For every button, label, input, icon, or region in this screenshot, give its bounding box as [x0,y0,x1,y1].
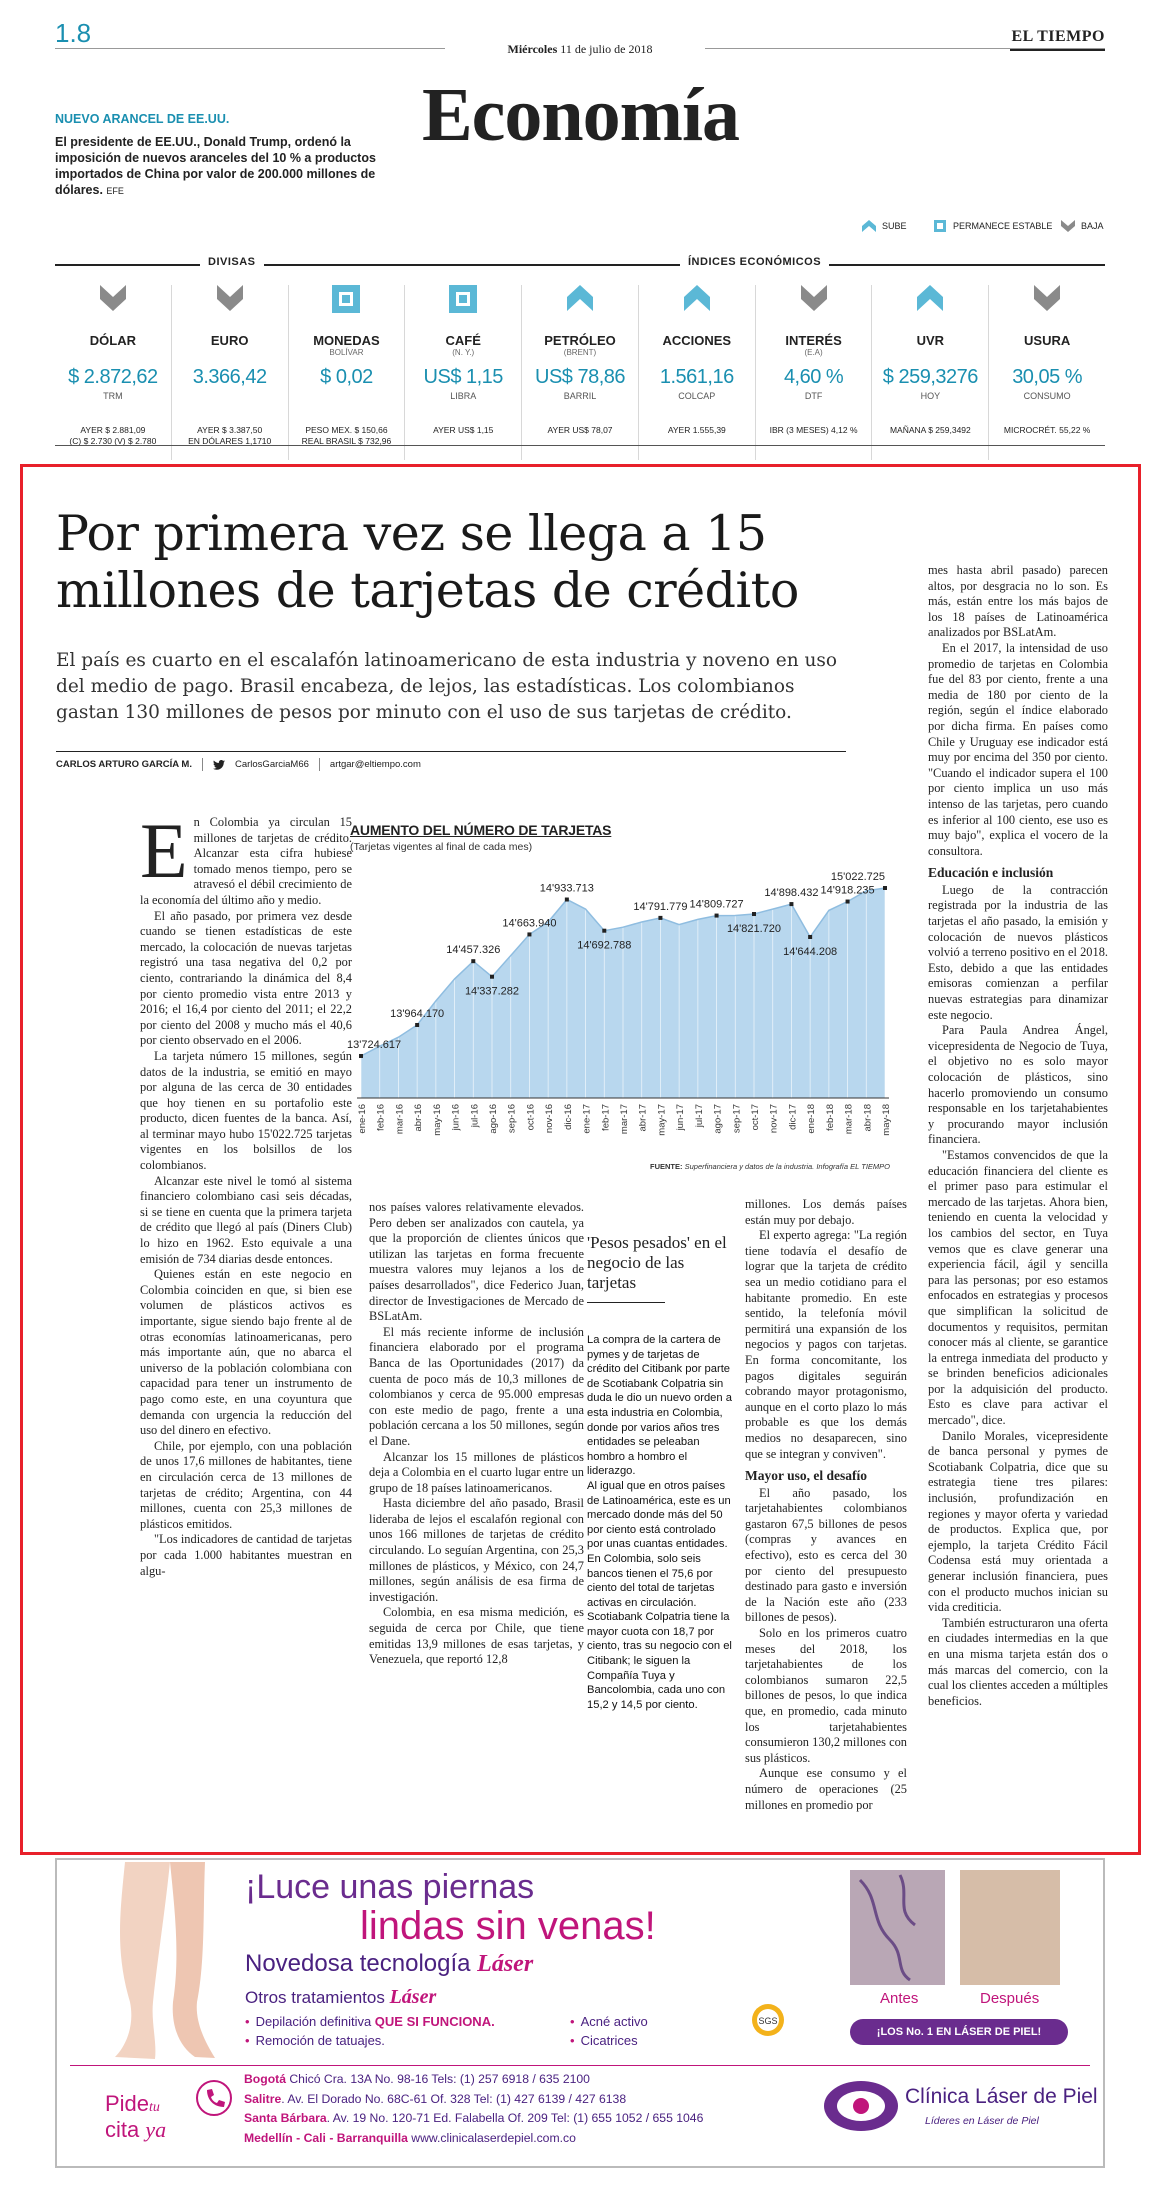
indicator-footnote [172,425,288,447]
indicator-value: US$ 78,86 [535,366,626,388]
chart-x-tick-label: ago-16 [488,1104,499,1134]
chart-x-tick-label: feb-17 [600,1104,612,1131]
brief-body: El presidente de EE.UU., Donald Trump, ordenó la imposición de nuevos aranceles del 10 % a productos importados de China por valor de 200.000 millones de dólares. [55,135,376,197]
stable-square-icon [332,285,360,313]
chart-data-label: 14'809.727 [689,898,744,911]
chart-x-tick-label: nov-17 [768,1104,780,1134]
byline-separator [202,758,203,771]
indices-heading: ÍNDICES ECONÓMICOS [680,256,829,268]
article-paragraph: Solo en los primeros cuatro meses del 2018, los tarjetahabientes de los colombianos sumaron 22,5 billones de pesos, lo que indica que, en promedio, cada minuto los tarjetahabientes consumieron 130,2 millones con sus plásticos. [745,1626,907,1765]
indicator-value: 3.366,42 [192,366,267,388]
indicator-footnote [756,425,872,436]
indicator-foot-1: PESO MEX. $ 150,66 [305,425,388,435]
indicator-name: EURO [210,333,249,348]
column-5-bottom [928,883,1108,1709]
indicator-unit: BARRIL [563,391,597,401]
indicator-footnote [405,425,521,436]
chart-data-point [846,900,850,904]
legend-down [1061,220,1104,232]
sidebar-paragraph: La compra de la cartera de pymes y de tarjetas de crédito del Citibank por parte de Scotiabank Colpatria sin duda le dio un nuevo orden a esta industria en Colombia, donde por varios años tres entidades se peleaban hombro a hombro el liderazgo. [587,1334,732,1478]
article-column-1 [140,807,352,1579]
indicator-footnote [872,425,988,436]
article-paragraph: "Estamos convencidos de que la educación financiera del cliente es el primer paso para estimular el mercado de las tarjetas. Ahora bien, teniendo en cuenta la velocidad y los cambios del sector, en Tuya vemos que es clave generar una experiencia fácil, ágil y sencilla para las personas; por eso estamos enfocados en estrategias y procesos que simplifican la solicitud de documentos y requisitos, permitan conocer más al cliente, se garantice la entrega inmediata del producto y se brinden beneficios adicionales por la adquisición del producto. Esto es clave para activar el mercado", dice. [928,1147,1108,1428]
chart-data-point [808,935,812,939]
chart-x-tick-label: ene-17 [581,1104,593,1134]
article-paragraph: También estructuraron una oferta en ciudades intermedias en la que en una misma tarjeta están dos o más marcas del comercio, con la cual los clientes acceden a múltiples beneficios. [928,1615,1108,1708]
masthead-rule [1010,49,1105,51]
indicator-unit: CONSUMO [1023,391,1071,401]
clinic-slogan: Líderes en Láser de Piel [925,2115,1039,2127]
indicator-uvr [871,285,988,460]
article-paragraph: "Los indicadores de cantidad de tarjetas por cada 1.000 habitantes muestran en algu- [140,1532,352,1578]
indicator-name: ACCIONES [662,333,732,348]
indicator-foot-1: AYER US$ 1,15 [433,425,494,435]
article-paragraph: Chile, por ejemplo, con una población de unos 17,6 millones de habitantes, tiene en circulación cerca de 13 millones de tarjetas de crédito; Argentina, con 44 millones, cuenta con 25,3 millones de plásticos emitidos. [140,1438,352,1531]
chart-x-tick-label: mar-17 [619,1104,630,1135]
article-paragraph: El año pasado, por primera vez desde cuando se tienen estadísticas de este mercado, la colocación de nuevas tarjetas registró una tasa negativa del 0,2 por ciento, contrariando la dinámica del 8,4 por ciento promedio vista entre 2013 y 2016; el 16,4 por ciento del 2011; el 22,2 por ciento del 2008 y mucho más el 40,6 por ciento observado en el 2006. [140,908,352,1048]
indicator-unit: HOY [920,391,941,401]
chart-data-point [715,914,719,918]
up-arrow-icon [567,285,593,315]
pide-word: Pide [105,2091,150,2116]
indicator-petróleo [521,285,638,460]
indicator-foot-2: (C) $ 2.730 (V) $ 2.780 [69,436,157,446]
legend-down-label: BAJA [1081,221,1104,231]
sgs-seal-text: SGS [758,2016,778,2026]
indicator-sub [55,348,171,358]
chart-subtitle: (Tarjetas vigentes al final de cada mes) [350,841,533,853]
chart-x-tick-label: dic-16 [562,1104,574,1130]
chart-data-point [415,1023,419,1027]
indicator-value: 4,60 % [783,366,844,388]
article-paragraph: Para Paula Andrea Ángel, vicepresidenta de Negocio de Tuya, el objetivo no es solo mayor colocación de plásticos, sino hacerlo promoviendo un consumo responsable en los tarjetahabientes y procurando mayor inclusión financiera. [928,1023,1108,1147]
clinic-website: www.clinicalaserdepiel.com.co [407,2130,576,2145]
indicator-monedas [288,285,405,460]
indicator-café [404,285,521,460]
chart-data-point [490,975,494,979]
ad-bullet-depilacion-text: Depilación definitiva [255,2014,375,2029]
chart-x-tick-label: oct-17 [750,1104,761,1131]
indicator-foot-1: MICROCRÉT. 55,22 % [1003,425,1091,435]
author-email: artgar@eltiempo.com [329,759,421,770]
sidebar-rule [587,1302,665,1303]
ad-bullet-cicatrices: • Cicatrices [570,2033,638,2048]
section-title: Economía [421,73,740,157]
stable-square-icon [933,220,947,232]
address-other-cities [244,2129,703,2149]
legend-stable [933,220,1052,232]
chart-source-label: FUENTE: [650,1162,683,1171]
indicator-name: DÓLAR [89,333,136,348]
indicator-foot-1: IBR (3 MESES) 4,12 % [769,425,858,435]
ad-headline-2: lindas sin venas! [360,1904,656,1948]
before-label: Antes [880,1990,919,2007]
address-santa-barbara-city: Santa Bárbara [244,2111,327,2125]
up-arrow-icon [862,220,876,232]
indicator-value: $ 2.872,62 [68,366,158,388]
chart-source [650,1162,890,1171]
indicator-unit: COLCAP [678,391,716,401]
sidebar-paragraph: Al igual que en otros países de Latinoamérica, este es un mercado donde más del 50 por ciento está controlado por unas cuantas entidades. [587,1479,731,1551]
ad-treatments-text: Otros tratamientos [245,1988,390,2007]
address-santa-barbara [244,2109,703,2129]
indicator-foot-1: MAÑANA $ 259,3492 [889,425,971,435]
indicator-value: $ 259,3276 [882,366,978,388]
chart-data-point [752,912,756,916]
indicator-footnote [639,425,755,436]
article-paragraph: Alcanzar este nivel le tomó al sistema financiero colombiano casi seis décadas, si se tiene en cuenta que la primera tarjeta de crédito que llegó al país (Diners Club) lo hizo en 1962. Esto equivale a una emisión de 734 diarias desde entonces. [140,1173,352,1266]
down-arrow-icon [217,285,243,315]
legend-up-label: SUBE [882,221,907,231]
chart-data-label: 14'644.208 [783,945,838,958]
before-photo [850,1870,945,1985]
chart-data-label: 14'918.235 [820,884,875,897]
chart-data-label: 14'791.779 [633,900,688,913]
legs-illustration-icon [95,1862,225,2062]
ya-word: ya [145,2117,167,2142]
trend-indicator [756,285,872,333]
address-santa-barbara-text: . Av. 19 No. 120-71 Ed. Falabella Of. 209 Tel: (1) 655 1052 / 655 1046 [326,2111,704,2125]
trend-indicator [55,285,171,333]
column-4-subhead: Mayor uso, el desafío [745,1468,867,1484]
indicator-sub: (BRENT) [563,348,597,357]
chart-data-label: 14'821.720 [726,923,782,936]
ad-bullet-acne: • Acné activo [570,2014,648,2029]
ad-headline-1: ¡Luce unas piernas [245,1868,535,1906]
indicator-footnote [522,425,638,436]
chart-x-tick-label: jul-16 [469,1104,481,1128]
indicator-foot-2: REAL BRASIL $ 732,96 [301,436,392,446]
sgs-seal-icon [748,2002,788,2044]
ad-appointment-call [105,2093,166,2141]
chart-data-point [789,902,793,906]
indicator-sub: BOLÍVAR [329,348,364,357]
divisas-heading: DIVISAS [200,256,264,268]
chart-data-label: 14'457.326 [446,944,501,957]
column-4-bottom [745,1486,907,1813]
sidebar-text [587,1333,732,1712]
indicator-sub [872,348,988,358]
address-bogota-city: Bogotá [244,2072,286,2086]
chart-x-tick-label: may-16 [431,1104,443,1136]
ad-treatments-line [245,1986,436,2009]
tu-word: tu [149,2100,160,2115]
indicator-value: 1.561,16 [659,366,734,388]
address-salitre [244,2090,703,2110]
chart-data-point [883,886,887,890]
chart-x-tick-label: dic-17 [787,1104,799,1130]
chart-data-label: 13'964.170 [390,1007,445,1020]
trend-indicator [522,285,638,333]
chart-data-point [602,929,606,933]
down-arrow-icon [1061,220,1075,232]
chart-x-tick-label: abr-16 [413,1104,425,1132]
down-arrow-icon [100,285,126,315]
byline [56,751,846,773]
after-label: Después [980,1990,1040,2007]
ad-bullet-depilacion-emph: QUE SI FUNCIONA. [374,2014,495,2029]
indicator-value: US$ 1,15 [423,366,503,388]
indicator-foot-1: AYER $ 2.881,09 [80,425,146,435]
ad-addresses [244,2070,703,2148]
column-4-top [745,1197,907,1462]
chart-data-label: 13'724.617 [347,1038,402,1051]
brief-credit: EFE [106,186,124,196]
column-1-body [140,807,352,1579]
indicator-value: $ 0,02 [320,366,373,388]
article-paragraph: millones. Los demás países están muy por debajo. [745,1197,907,1227]
header-date [460,42,700,57]
ad-tech-laser: Láser [477,1951,534,1977]
chart-data-label: 14'337.282 [464,985,520,998]
article-paragraph: El experto agrega: "La región tiene todavía el desafío de lograr que la tarjeta de crédito sea un medio cotidiano para el habitante promedio. En este sentido, la telefonía móvil permitirá una expansión de los negocios y pagos con tarjetas. En forma concomitante, los pagos digitales seguirán cobrando mayor protagonismo, aunque en el corto plazo lo más probable es que los demás medios no desaparecen, sino que se integran y conviven". [745,1228,907,1461]
down-arrow-icon [1034,285,1060,315]
indicator-acciones [638,285,755,460]
article-paragraph: Aunque ese consumo y el número de operaciones (25 millones en promedio por [745,1766,907,1812]
card-growth-chart [345,818,900,1178]
sidebar-paragraph: En Colombia, solo seis bancos tienen el 75,6 por ciento del total de tarjetas activas en circulación. Scotiabank Colpatria tiene la mayor cuota con 18,7 por ciento, tras su negocio con el Citibank; le siguen la Compañía Tuya y Bancolombia, cada uno con 15,2 y 14,5 por ciento. [587,1552,732,1711]
indicator-unit: LIBRA [450,391,477,401]
chart-x-tick-label: sep-16 [506,1104,518,1134]
legend-stable-label: PERMANECE ESTABLE [953,221,1053,231]
article-paragraph: En el 2017, la intensidad de uso promedio de tarjetas en Colombia fue del 83 por ciento, frente a una media de 180 por ciento de la región, según el índice elaborado por dicha firma. En países como Chile y Uruguay ese indicador está muy por encima del 350 por ciento. "Cuando el indicador supera el 100 por ciento implica un uso más intenso de las tarjetas, pero cuando es inferior al 100 ciento, ese uso es muy bajo", explica el vocero de la consultora. [928,640,1108,858]
indicator-foot-1: AYER US$ 78,07 [547,425,613,435]
ad-badge: ¡LOS No. 1 EN LÁSER DE PIEL! [850,2019,1068,2045]
after-photo [960,1870,1060,1985]
twitter-handle: CarlosGarciaM66 [234,759,309,770]
twitter-icon [213,760,225,770]
trend-indicator [989,285,1105,333]
chart-x-tick-label: jul-17 [693,1104,705,1128]
article-paragraph: La tarjeta número 15 millones, según datos de la industria, se emitió en mayo por alguna de las cerca de 30 entidades que hoy tienen en su portafolio este producto, dicen fuentes de la banca. Así, al terminar mayo hubo 15'022.725 tarjetas vigentes en los bolsillos de los colombianos. [140,1048,352,1173]
up-arrow-icon [917,285,943,315]
indicator-sub: (N. Y.) [452,348,475,357]
chart-x-tick-label: mar-16 [394,1104,406,1135]
chart-data-point [527,932,531,936]
article-column-4 [745,1197,907,1813]
clinic-name: Clínica Láser de Piel [905,2085,1098,2108]
chart-data-point [565,898,569,902]
indicator-name: PETRÓLEO [544,333,616,348]
page-number: 1.8 [55,18,92,48]
indicators-bottom-rule [55,445,1105,446]
chart-x-tick-label: abr-18 [862,1104,874,1132]
indicator-sub [172,348,288,358]
chart-x-tick-label: abr-17 [637,1104,649,1132]
address-salitre-text: . Av. El Dorado No. 68C-61 Of. 328 Tel: (1) 427 6139 / 427 6138 [281,2091,627,2106]
brief-text [55,134,385,199]
address-salitre-city: Salitre [244,2091,282,2106]
chart-data-label: 14'933.713 [539,882,594,895]
chart-x-tick-label: may-17 [656,1104,668,1136]
indicator-name: USURA [1024,333,1071,348]
ad-tech-line [245,1950,533,1978]
other-cities: Medellín - Cali - Barranquilla [244,2130,408,2145]
sidebar-title: 'Pesos pesados' en el negocio de las tarjetas [587,1233,727,1292]
article-paragraph: Luego de la contracción registrada por la industria de las tarjetas el año pasado, la emisión y colocación de nuevos plásticos volvió a terreno positivo en el 2018. Esto, debido a que las entidades emisoras comienzan a perfilar nuevas estrategias para dinamizar este negocio. [928,882,1108,1022]
indicator-footnote [55,425,171,447]
chart-data-label: 15'022.725 [830,871,885,884]
chart-source-text: Superfinanciera y datos de la industria. Infografía EL TIEMPO [684,1162,890,1171]
chart-x-tick-label: ene-16 [357,1104,368,1134]
chart-data-point [471,959,475,963]
trend-indicator [172,285,288,333]
indicator-footnote [289,425,405,447]
indicator-name: INTERÉS [785,333,842,348]
date-rest: 11 de julio de 2018 [560,42,653,56]
article-paragraph: mes hasta abril pasado) parecen altos, por desgracia no lo son. Es más, están entre los más bajos de los 18 países de Latinoamérica analizados por BSLatAm. [928,563,1108,640]
date-day: Miércoles [507,42,558,56]
chart-x-tick-label: jun-17 [675,1104,687,1131]
trend-indicator [405,285,521,333]
indicator-name: MONEDAS [313,333,380,348]
clinic-logo-icon [822,2078,900,2133]
stable-square-icon [449,285,477,313]
article-headline: Por primera vez se llega a 15 millones de tarjetas de crédito [56,505,799,619]
indicator-unit: TRM [103,391,123,401]
chart-data-point [658,916,662,920]
address-bogota [244,2070,703,2090]
masthead: EL TIEMPO [1011,28,1105,45]
trend-indicator [639,285,755,333]
indicator-name: UVR [916,333,945,348]
article-paragraph: Danilo Morales, vicepresidente de banca personal y pymes de Scotiabank Colpatria, dice que su estrategia tiene tres pilares: inclusión, profundización en regiones y mayor oferta y variedad de productos. Explica que, por ejemplo, la tarjeta Crédito Fácil Codensa está muy orientada a generar inclusión financiera, pues con el producto muchos inician su vida crediticia. [928,1428,1108,1615]
article-lead: El país es cuarto en el escalafón latinoamericano de esta industria y noveno en uso del medio de pago. Brasil encabeza, de lejos, las estadísticas. Los colombianos gastan 130 millones de pesos por minuto con el uso de sus tarjetas de crédito. [56,650,838,723]
ad-treatments-laser: Láser [389,1986,437,2008]
indicator-foot-2: EN DÓLARES 1,1710 [188,436,272,446]
trend-indicator [289,285,405,333]
indicator-unit: DTF [804,391,823,401]
chart-x-tick-label: feb-18 [824,1104,836,1131]
chart-x-tick-label: mar-18 [843,1104,855,1135]
column-5-top [928,563,1108,859]
ad-bullet-depilacion [245,2014,495,2029]
article-column-2 [369,1200,584,1668]
indicator-sub [639,348,755,358]
chart-data-label: 14'898.432 [764,887,819,900]
phone-icon [195,2078,233,2118]
article-column-5 [928,563,1108,1709]
chart-x-tick-label: sep-17 [731,1104,743,1134]
indicator-interés [755,285,872,460]
trend-indicator [872,285,988,333]
ad-divider [70,2065,1090,2066]
article-paragraph: Colombia, en esa misma medición, es seguida de cerca por Chile, que tiene emitidas 13,9 millones de esas tarjetas, y Venezuela, que reportó 12,8 [369,1605,584,1667]
article-paragraph: Alcanzar los 15 millones de plásticos deja a Colombia en el cuarto lugar entre un grupo de 18 países latinoamericanos. [369,1449,584,1495]
indicator-foot-1: AYER 1.555,39 [667,425,726,435]
indicator-dólar [55,285,171,460]
chart-data-label: 14'692.788 [577,939,632,952]
chart-x-tick-label: ago-17 [712,1104,724,1134]
article-paragraph: Hasta diciembre del año pasado, Brasil lideraba de lejos el escalafón regional con unos 166 millones de tarjetas de crédito circulando. Lo seguían Argentina, con 25,3 millones de plásticos, y México, con 24,7 millones, según análisis de esa firma de investigación. [369,1496,584,1604]
column-5-subhead: Educación e inclusión [928,865,1054,881]
indicator-foot-1: AYER $ 3.387,50 [197,425,263,435]
chart-x-tick-label: jun-16 [450,1104,462,1131]
article-paragraph: El año pasado, los tarjetahabientes colombianos gastaron 67,5 billones de pesos (compras y avances en efectivo), esto es cerca del 30 por ciento del presupuesto destinado para gasto e inversión de la Nación este año (233 billones de pesos). [745,1485,907,1625]
varicose-veins-icon [850,1870,945,1985]
indicator-usura [988,285,1105,460]
indicator-sub [989,348,1105,358]
cita-word: cita [105,2117,140,2142]
author: CARLOS ARTURO GARCÍA M. [56,759,192,770]
indicator-value: 30,05 % [1012,366,1083,388]
byline-separator [319,758,320,771]
article-paragraph: El más reciente informe de inclusión financiera elaborado por el programa Banca de las Oportunidades (2017) da cuenta de poco más de 10,3 millones de colombianos y cerca de 95.000 empresas con este medio de pago, frente a una población cercana a los 50 millones, según el Dane. [369,1324,584,1448]
chart-title: AUMENTO DEL NÚMERO DE TARJETAS [350,822,612,838]
indicator-name: CAFÉ [445,333,481,348]
chart-data-point [359,1054,363,1058]
chart-x-tick-label: nov-16 [544,1104,556,1134]
indicators-row [55,285,1105,460]
chart-x-tick-label: feb-16 [375,1104,387,1131]
up-arrow-icon [684,285,710,315]
down-arrow-icon [801,285,827,315]
legend-up [862,220,907,232]
chart-x-tick-label: oct-16 [525,1104,537,1131]
chart-x-tick-label: may-18 [881,1104,892,1136]
article-paragraph: n Colombia ya circulan 15 millones de tarjetas de crédito. Alcanzar esta cifra hubiese tomado menos tiempo, pero se atravesó el débil crecimiento de la economía del último año y medio. [140,815,352,907]
chart-data-label: 14'663.940 [502,917,557,930]
ad-tech-text: Novedosa tecnología [245,1950,478,1977]
indicator-euro [171,285,288,460]
drop-cap: E [140,807,188,894]
address-bogota-text: Chicó Cra. 13A No. 98-16 Tels: (1) 257 6918 / 635 2100 [285,2072,590,2086]
brief-title: NUEVO ARANCEL DE EE.UU. [55,112,230,126]
ad-bullet-tatuajes: • Remoción de tatuajes. [245,2033,385,2048]
article-paragraph: nos países valores relativamente elevados. Pero deben ser analizados con cautela, ya que la proporción de clientes únicos que utilizan las tarjetas en forma frecuente muestra valores muy lejanos a los de países desarrollados", dice Federico Juan, director de Investigaciones de Mercado de BSLatAm. [369,1200,584,1324]
indicator-footnote [989,425,1105,436]
chart-x-tick-label: ene-18 [806,1104,818,1134]
indicator-sub: (E.A) [804,348,823,357]
article-paragraph: Quienes están en este negocio en Colombia coinciden en que, si bien ese volumen de plásticos activos es importante, sigue siendo bajo frente al de otras economías latinoamericanas, pero más importante aún, que no abarca el universo de la población colombiana con capacidad para tener un instrumento de pago como este, en una coyuntura que demanda con urgencia la reducción del uso del dinero en efectivo. [140,1267,352,1438]
